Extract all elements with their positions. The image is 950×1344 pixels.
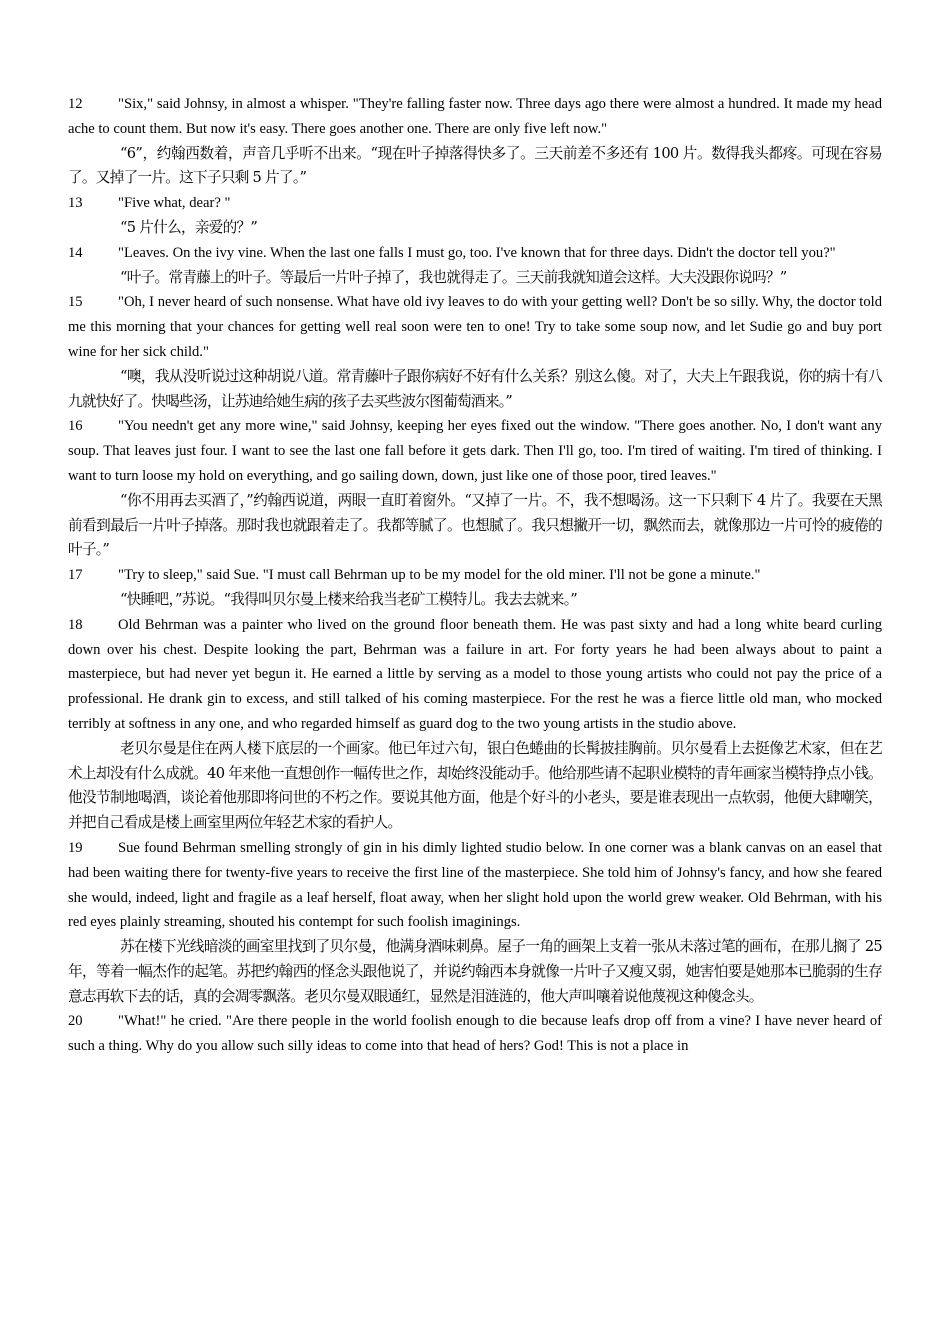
paragraph-16-english <box>68 414 882 488</box>
paragraph-19-english <box>68 836 882 935</box>
english-text: "Leaves. On the ivy vine. When the last one falls I must go, too. I've known that for three days. Didn't the doctor tell you?" <box>118 244 836 261</box>
document-page <box>68 92 882 1059</box>
paragraph-number: 13 <box>68 195 83 212</box>
paragraph-number: 17 <box>68 567 83 584</box>
paragraph-15-english <box>68 290 882 364</box>
english-text: "Five what, dear? " <box>118 195 231 212</box>
english-text: "Six," said Johnsy, in almost a whisper. "They're falling faster now. Three days ago there were almost a hundred. It made my head ache to count them. But now it's easy. There goes another one. There are only five left now." <box>68 96 882 137</box>
paragraph-19-chinese: 苏在楼下光线暗淡的画室里找到了贝尔曼，他满身酒味刺鼻。屋子一角的画架上支着一张从未落过笔的画布，在那儿搁了 25 年，等着一幅杰作的起笔。苏把约翰西的怪念头跟他说了，并说约翰西本身就像一片叶子又瘦又弱，她害怕要是她那本已脆弱的生存意志再软下去的话，真的会凋零飘落。老贝尔曼双眼通红，显然是泪涟涟的，他大声叫嚷着说他蔑视这种傻念头。 <box>68 938 882 1005</box>
paragraph-number: 12 <box>68 96 83 112</box>
paragraph-18-chinese: 老贝尔曼是住在两人楼下底层的一个画家。他已年过六旬，银白色蜷曲的长髯披挂胸前。贝尔曼看上去挺像艺术家，但在艺术上却没有什么成就。40 年来他一直想创作一幅传世之作，却始终没能动手。他给那些请不起职业模特的青年画家当模特挣点小钱。他没节制地喝酒，谈论着他那即将问世的不朽之作。要说其他方面，他是个好斗的小老头，要是谁表现出一点软弱，他便大肆嘲笑，并把自己看成是楼上画室里两位年轻艺术家的看护人。 <box>68 739 882 832</box>
english-text: Sue found Behrman smelling strongly of gin in his dimly lighted studio below. In one corner was a blank canvas on an easel that had been waiting there for twenty-five years to receive the first line of the masterpiece. She told him of Johnsy's fancy, and how she feared she would, indeed, light and fragile as a leaf herself, float away, when her slight hold upon the world grew weaker. Old Behrman, with his red eyes plainly streaming, shouted his contempt for such foolish imaginings. <box>68 839 882 931</box>
paragraph-number: 20 <box>68 1013 83 1030</box>
paragraph-13-english <box>68 191 882 216</box>
english-text: "You needn't get any more wine," said Johnsy, keeping her eyes fixed out the window. "There goes another. No, I don't want any soup. That leaves just four. I want to see the last one fall before it gets dark. Then I'll go, too. I'm tired of waiting. I'm tired of thinking. I want to turn loose my hold on everything, and go sailing down, down, just like one of those poor, tired leaves." <box>68 418 882 484</box>
paragraph-17-chinese: “快睡吧，”苏说。“我得叫贝尔曼上楼来给我当老矿工模特儿。我去去就来。” <box>120 590 578 608</box>
english-text: "Oh, I never heard of such nonsense. What have old ivy leaves to do with your getting well? Don't be so silly. Why, the doctor told me this morning that your chances for getting well real soon were ten to one! Try to take some soup now, and let Sudie go and buy port wine for her sick child." <box>68 294 882 360</box>
paragraph-12-english <box>68 92 882 142</box>
paragraph-number: 15 <box>68 294 83 311</box>
paragraph-17-english <box>68 563 882 588</box>
paragraph-13-chinese: “5 片什么，亲爱的？” <box>120 218 258 236</box>
paragraph-14-chinese: “叶子。常青藤上的叶子。等最后一片叶子掉了，我也就得走了。三天前我就知道会这样。大夫没跟你说吗？” <box>120 268 787 286</box>
paragraph-14-english <box>68 241 882 266</box>
paragraph-15-chinese: “噢，我从没听说过这种胡说八道。常青藤叶子跟你病好不好有什么关系？别这么傻。对了，大夫上午跟我说，你的病十有八九就快好了。快喝些汤，让苏迪给她生病的孩子去买些波尔图葡萄酒来。” <box>68 367 882 410</box>
paragraph-number: 18 <box>68 616 83 633</box>
paragraph-number: 14 <box>68 244 83 261</box>
paragraph-16-chinese: “你不用再去买酒了，”约翰西说道，两眼一直盯着窗外。“又掉了一片。不，我不想喝汤。这一下只剩下 4 片了。我要在天黑前看到最后一片叶子掉落。那时我也就跟着走了。我都等腻了。也想腻了。我只想撇开一切，飘然而去，就像那边一片可怜的疲倦的叶子。” <box>68 491 882 559</box>
paragraph-12-chinese: “6”，约翰西数着，声音几乎听不出来。“现在叶子掉落得快多了。三天前差不多还有 100 片。数得我头都疼。可现在容易了。又掉了一片。这下子只剩 5 片了。” <box>68 144 882 187</box>
paragraph-18-english <box>68 613 882 737</box>
paragraph-number: 16 <box>68 418 83 435</box>
paragraph-20-english <box>68 1009 882 1059</box>
paragraph-number: 19 <box>68 839 83 856</box>
english-text: Old Behrman was a painter who lived on the ground floor beneath them. He was past sixty and had a long white beard curling down over his chest. Despite looking the part, Behrman was a failure in art. For forty years he had been always about to paint a masterpiece, but had never yet begun it. He earned a little by serving as a model to those young artists who could not pay the price of a professional. He drank gin to excess, and still talked of his coming masterpiece. For the rest he was a fierce little old man, who mocked terribly at softness in any one, and who regarded himself as guard dog to the two young artists in the studio above. <box>68 616 882 732</box>
english-text: "What!" he cried. "Are there people in the world foolish enough to die because leafs drop off from a vine? I have never heard of such a thing. Why do you allow such silly ideas to come into that head of hers? God! This is not a place in <box>68 1013 882 1055</box>
english-text: "Try to sleep," said Sue. "I must call Behrman up to be my model for the old miner. I'll not be gone a minute." <box>118 567 761 584</box>
